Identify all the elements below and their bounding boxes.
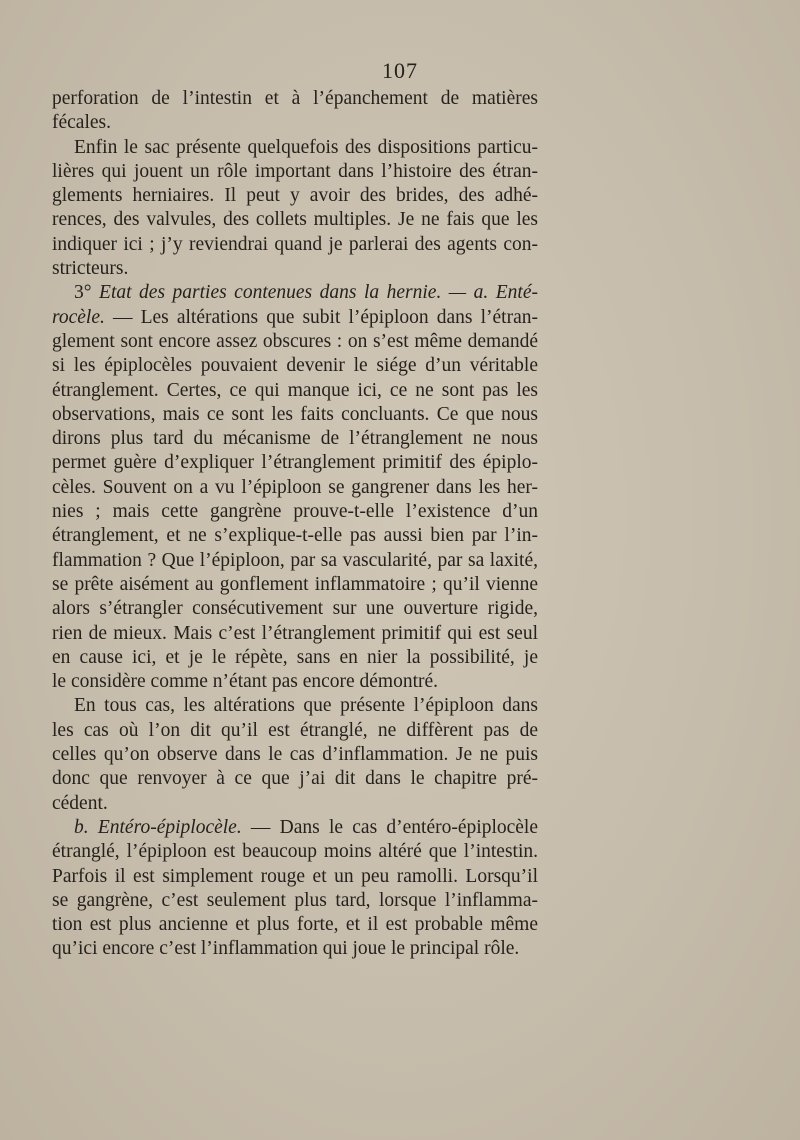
text-line <box>52 573 538 597</box>
text-run: — Dans le cas d’entéro-épiplocèle <box>241 816 538 838</box>
text-run: rien de mieux. Mais c’est l’étranglement primitif qui est seul <box>52 622 538 644</box>
text-run: cèles. Souvent on a vu l’épiploon se gangrener dans les her- <box>52 476 538 498</box>
text-run: étranglé, l’épiploon est beaucoup moins altéré que l’intestin. <box>52 841 538 863</box>
text-line <box>52 816 538 840</box>
text-run: cédent. <box>52 792 108 814</box>
text-run: lières qui jouent un rôle important dans l’histoire des étran- <box>52 160 538 182</box>
text-run: les cas où l’on dit qu’il est étranglé, ne diffèrent pas de <box>52 719 538 741</box>
text-line <box>52 622 538 646</box>
text-line <box>52 160 538 184</box>
text-line <box>52 524 538 548</box>
text-line <box>52 281 538 305</box>
text-line <box>52 865 538 889</box>
text-run: dirons plus tard du mécanisme de l’étranglement ne nous <box>52 428 538 450</box>
italic-run: rocèle. <box>52 306 105 328</box>
text-run: se prête aisément au gonflement inflammatoire ; qu’il vienne <box>52 573 538 595</box>
text-line <box>52 306 538 330</box>
text-line <box>52 597 538 621</box>
italic-run: Etat des parties contenues dans la hernie. — a. Enté- <box>99 282 538 304</box>
text-line <box>52 208 538 232</box>
page-number: 107 <box>382 58 418 83</box>
text-line <box>52 427 538 451</box>
text-run: qu’ici encore c’est l’inflammation qui joue le principal rôle. <box>52 938 520 960</box>
text-run: permet guère d’expliquer l’étranglement primitif des épiplo- <box>52 452 538 474</box>
text-run: glement sont encore assez obscures : on s’est même demandé <box>52 330 538 352</box>
text-run: Enfin le sac présente quelquefois des dispositions particu- <box>74 136 538 158</box>
text-line <box>52 937 538 961</box>
text-line <box>52 111 538 135</box>
text-run: étranglement. Certes, ce qui manque ici, ce ne sont pas les <box>52 379 538 401</box>
text-run: celles qu’on observe dans le cas d’inflammation. Je ne puis <box>52 744 538 766</box>
text-run: glements herniaires. Il peut y avoir des brides, des adhé- <box>52 185 538 207</box>
text-run: en cause ici, et je le répète, sans en nier la possibilité, je <box>52 646 538 668</box>
text-run: perforation de l’intestin et à l’épanchement de matières <box>52 88 538 109</box>
text-line <box>52 743 538 767</box>
text-line <box>52 792 538 816</box>
text-run: En tous cas, les altérations que présente l’épiploon dans <box>74 695 538 717</box>
text-line <box>52 403 538 427</box>
text-line <box>52 330 538 354</box>
text-run: donc que renvoyer à ce que j’ai dit dans le chapitre pré- <box>52 768 538 790</box>
italic-run: b. Entéro-épiplocèle. <box>74 816 242 838</box>
text-line <box>52 184 538 208</box>
text-line <box>52 646 538 670</box>
text-run: stricteurs. <box>52 258 129 280</box>
text-line <box>52 500 538 524</box>
text-line <box>52 257 538 281</box>
text-run: indiquer ici ; j’y reviendrai quand je parlerai des agents con- <box>52 233 538 255</box>
text-line <box>52 354 538 378</box>
text-line <box>52 549 538 573</box>
text-run: — Les altérations que subit l’épiploon dans l’étran- <box>104 306 538 328</box>
text-line <box>52 136 538 160</box>
text-line <box>52 889 538 913</box>
text-line <box>52 719 538 743</box>
text-line <box>52 767 538 791</box>
text-run: tion est plus ancienne et plus forte, et il est probable même <box>52 914 538 936</box>
text-line <box>52 233 538 257</box>
text-line <box>52 451 538 475</box>
text-line <box>52 670 538 694</box>
text-line <box>52 840 538 864</box>
text-run: étranglement, et ne s’explique-t-elle pas aussi bien par l’in- <box>52 525 538 547</box>
text-line <box>52 87 538 111</box>
text-run: le considère comme n’étant pas encore démontré. <box>52 671 439 693</box>
text-run: observations, mais ce sont les faits concluants. Ce que nous <box>52 403 538 425</box>
text-run: Parfois il est simplement rouge et un peu ramolli. Lorsqu’il <box>52 865 538 887</box>
body-text <box>52 87 538 962</box>
text-line <box>52 913 538 937</box>
text-run: si les épiplocèles pouvaient devenir le siége d’un véritable <box>52 355 538 377</box>
text-run: fécales. <box>52 112 111 134</box>
text-run: se gangrène, c’est seulement plus tard, lorsque l’inflamma- <box>52 889 538 911</box>
text-run: flammation ? Que l’épiploon, par sa vascularité, par sa laxité, <box>52 549 538 571</box>
text-run: alors s’étrangler consécutivement sur une ouverture rigide, <box>52 598 538 620</box>
text-line <box>52 476 538 500</box>
text-line <box>52 379 538 403</box>
text-run: 3° <box>74 282 100 304</box>
text-run: nies ; mais cette gangrène prouve-t-elle l’existence d’un <box>52 501 538 523</box>
text-line <box>52 694 538 718</box>
text-run: rences, des valvules, des collets multiples. Je ne fais que les <box>52 209 538 231</box>
